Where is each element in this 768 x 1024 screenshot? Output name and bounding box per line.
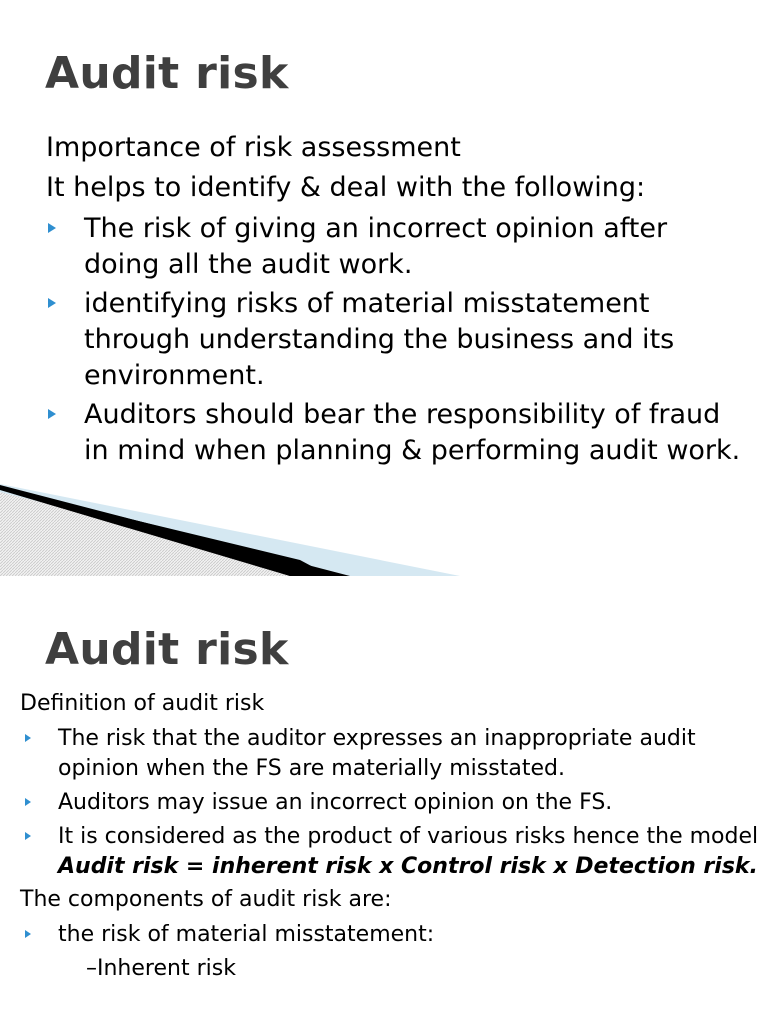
slide-2 (0, 586, 768, 1024)
slide-decoration (0, 480, 460, 576)
slide-1-bullet-list (46, 211, 746, 469)
bullet-arrow-icon (25, 798, 31, 806)
slide-1-bullet (46, 286, 746, 394)
slide-1-body (46, 128, 746, 469)
components-bullet-list (20, 920, 760, 950)
definition-heading: Definition of audit risk (20, 691, 265, 716)
slide-1-intro-line: It helps to identify & deal with the following: (46, 172, 646, 203)
slide-2-bullet (20, 724, 760, 784)
slide-1-title: Audit risk (45, 48, 289, 99)
slide-2-bullet-text: Auditors may issue an incorrect opinion on the FS. (58, 790, 613, 815)
bullet-arrow-icon (25, 734, 31, 742)
bullet-arrow-icon (25, 930, 31, 938)
slide-2-bullet-text: The risk that the auditor expresses an inappropriate audit opinion when the FS are materially misstated. (58, 726, 696, 781)
bullet-arrow-icon (48, 409, 56, 419)
definition-bullet-list (20, 724, 760, 882)
bullet-arrow-icon (25, 832, 31, 840)
slide-1-bullet (46, 397, 746, 469)
slide-1-bullet (46, 211, 746, 283)
audit-risk-formula: Audit risk = inherent risk x Control risk x Detection risk. (58, 854, 758, 879)
component-bullet (20, 920, 760, 950)
slide-2-title: Audit risk (45, 624, 289, 675)
slide-2-body (20, 688, 760, 984)
slide-2-bullet (20, 788, 760, 818)
slide-1-bullet-text: Auditors should bear the responsibility of fraud in mind when planning & performing audit work. (84, 399, 741, 466)
slide-2-bullet-text: It is considered as the product of various risks hence the model (58, 824, 759, 849)
slide-2-bullet (20, 822, 760, 882)
bullet-arrow-icon (48, 223, 56, 233)
components-heading: The components of audit risk are: (20, 887, 392, 912)
slide-1-bullet-text: The risk of giving an incorrect opinion after doing all the audit work. (84, 213, 668, 280)
component-sub-item: –Inherent risk (86, 956, 236, 981)
slide-1-bullet-text: identifying risks of material misstatement through understanding the business and its environment. (84, 288, 675, 391)
bullet-arrow-icon (48, 298, 56, 308)
slide-1-intro-line: Importance of risk assessment (46, 132, 461, 163)
component-bullet-text: the risk of material misstatement: (58, 922, 435, 947)
